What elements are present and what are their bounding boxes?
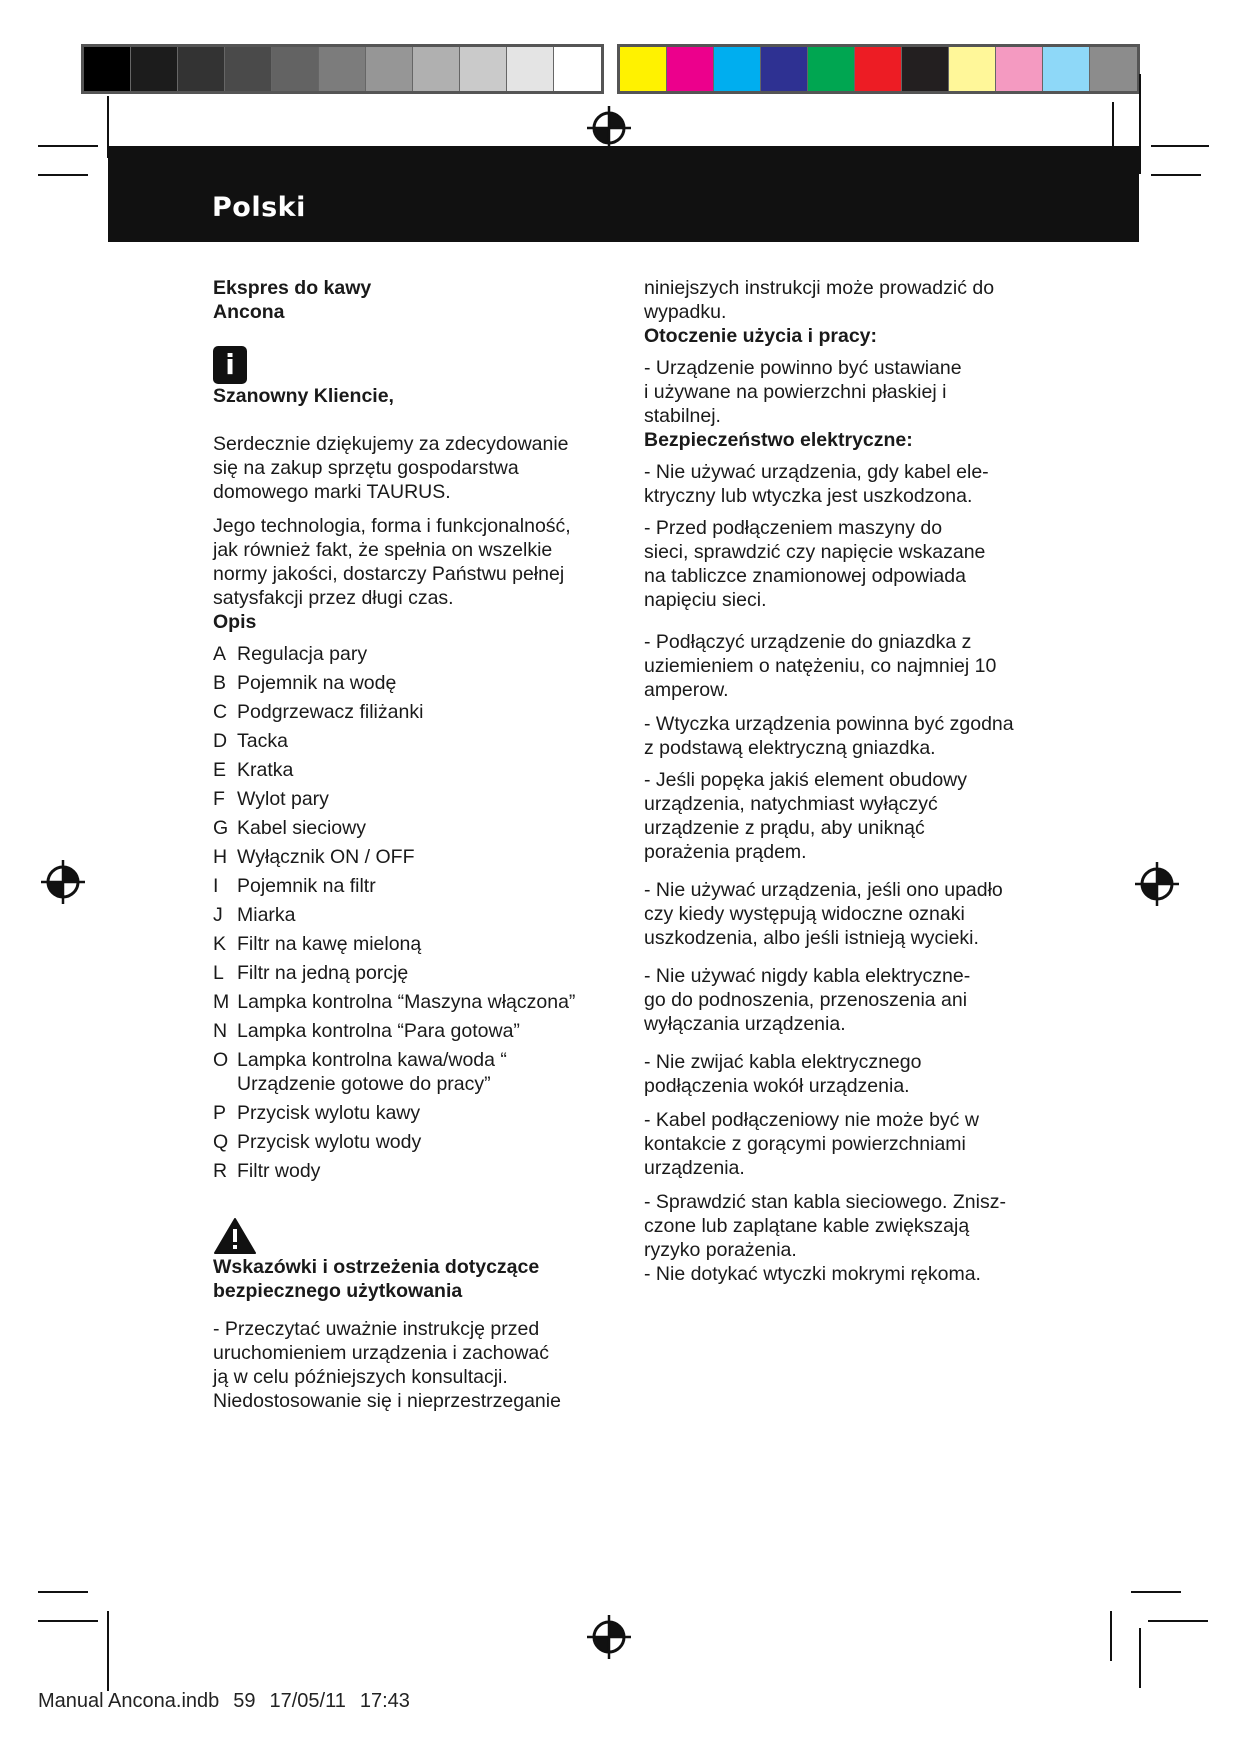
part-label: Przycisk wylotu kawy (237, 1102, 421, 1124)
color-swatch (84, 47, 131, 91)
text-line: - Nie używać nigdy kabla elektryczne- (644, 965, 971, 987)
part-code: M (213, 991, 230, 1013)
part-code: B (213, 672, 227, 694)
part-item (213, 845, 603, 869)
info-icon (213, 346, 247, 384)
crop-mark (1148, 1620, 1208, 1622)
color-swatch (131, 47, 178, 91)
part-item (213, 700, 603, 724)
text-line: - Wtyczka urządzenia powinna być zgodna (644, 713, 1014, 735)
color-swatch (667, 47, 714, 91)
part-label: Kratka (237, 759, 294, 781)
part-item (213, 671, 603, 695)
part-item (213, 1019, 603, 1043)
text-line: sieci, sprawdzić czy napięcie wskazane (644, 541, 986, 563)
electrical-item (644, 516, 1044, 612)
color-swatch (366, 47, 413, 91)
part-label: Lampka kontrolna “Para gotowa” (237, 1020, 520, 1042)
electrical-item (644, 1108, 1044, 1180)
text-line: napięciu sieci. (644, 589, 767, 611)
warning-icon (213, 1217, 257, 1255)
environment-paragraph (644, 356, 1044, 428)
print-slug-footer (38, 1690, 424, 1713)
part-label: Lampka kontrolna “Maszyna włączona” (237, 991, 576, 1013)
part-item (213, 1101, 603, 1125)
left-column (213, 276, 603, 1413)
part-code: G (213, 817, 229, 839)
part-label: Tacka (237, 730, 288, 752)
registration-mark-left (41, 860, 85, 904)
part-code: H (213, 846, 228, 868)
text-line: - Kabel podłączeniowy nie może być w (644, 1109, 979, 1131)
part-label: Podgrzewacz filiżanki (237, 701, 424, 723)
part-code: A (213, 643, 227, 665)
text-line: Niedostosowanie się i nieprzestrzeganie (213, 1390, 561, 1412)
text-line: - Podłączyć urządzenie do gniazdka z (644, 631, 972, 653)
crop-mark (1151, 145, 1209, 147)
language-header-bar (108, 146, 1139, 242)
product-name-line1: Ekspres do kawy (213, 277, 372, 299)
text-line: ryzyko porażenia. (644, 1239, 797, 1261)
electrical-safety-heading: Bezpieczeństwo elektryczne: (644, 429, 913, 451)
product-name-line2: Ancona (213, 301, 285, 323)
part-label: Pojemnik na wodę (237, 672, 397, 694)
crop-mark (1110, 1611, 1112, 1661)
language-title: Polski (212, 192, 306, 223)
part-item (213, 787, 603, 811)
text-line: - Sprawdzić stan kabla sieciowego. Znisz- (644, 1191, 1006, 1213)
parts-list (213, 642, 603, 1183)
text-line: ktryczny lub wtyczka jest uszkodzona. (644, 485, 973, 507)
color-swatch (225, 47, 272, 91)
footer-filename: Manual Ancona.indb (38, 1690, 220, 1712)
crop-mark (1139, 74, 1141, 174)
color-swatch (808, 47, 855, 91)
electrical-item: - Nie dotykać wtyczki mokrymi rękoma. (644, 1263, 981, 1285)
part-label: Regulacja pary (237, 643, 368, 665)
color-swatch (855, 47, 902, 91)
part-label: Lampka kontrolna kawa/woda “ Urządzenie gotowe do pracy” (237, 1049, 507, 1095)
text-line: kontakcie z gorącymi powierzchniami (644, 1133, 966, 1155)
part-label: Wyłącznik ON / OFF (237, 846, 415, 868)
color-swatch (949, 47, 996, 91)
text-line: uziemieniem o natężeniu, co najmniej 10 (644, 655, 997, 677)
text-line: z podstawą elektryczną gniazdka. (644, 737, 936, 759)
part-code: R (213, 1160, 228, 1182)
part-item (213, 903, 603, 927)
safety-heading-line1: Wskazówki i ostrzeżenia dotyczące (213, 1256, 540, 1278)
registration-mark-bottom (587, 1615, 631, 1659)
greeting: Szanowny Kliencie, (213, 385, 394, 407)
footer-date: 17/05/11 (269, 1690, 346, 1712)
electrical-item (644, 878, 1044, 950)
part-item (213, 758, 603, 782)
part-code: P (213, 1102, 227, 1124)
text-line: Serdecznie dziękujemy za zdecydowanie (213, 433, 569, 455)
text-line: czone lub zaplątane kable zwiększają (644, 1215, 970, 1237)
part-label: Miarka (237, 904, 296, 926)
color-swatch (319, 47, 366, 91)
text-line: urządzenie z prądu, aby uniknąć (644, 817, 925, 839)
part-label: Filtr na jedną porcję (237, 962, 409, 984)
part-code: O (213, 1049, 229, 1071)
text-line: - Jeśli popęka jakiś element obudowy (644, 769, 968, 791)
crop-mark (38, 1620, 98, 1622)
part-item (213, 1159, 603, 1183)
text-line: uruchomieniem urządzenia i zachować (213, 1342, 550, 1364)
text-line: podłączenia wokół urządzenia. (644, 1075, 910, 1097)
environment-heading: Otoczenie użycia i pracy: (644, 325, 878, 347)
text-line: urządzenia, natychmiast wyłączyć (644, 793, 938, 815)
continued-text-line: wypadku. (644, 301, 727, 323)
color-calibration-strip (617, 44, 1140, 94)
text-line: urządzenia. (644, 1157, 745, 1179)
text-line: wyłączania urządzenia. (644, 1013, 846, 1035)
part-label: Pojemnik na filtr (237, 875, 376, 897)
continued-text-line: niniejszych instrukcji może prowadzić do (644, 277, 995, 299)
text-line: normy jakości, dostarczy Państwu pełnej (213, 563, 565, 585)
part-item (213, 729, 603, 753)
text-line: satysfakcji przez długi czas. (213, 587, 454, 609)
part-item (213, 1130, 603, 1154)
electrical-item (644, 1190, 1044, 1262)
text-line: - Przed podłączeniem maszyny do (644, 517, 943, 539)
electrical-item (644, 712, 1044, 760)
part-label: Wylot pary (237, 788, 329, 810)
text-line: uszkodzenia, albo jeśli istnieją wycieki. (644, 927, 979, 949)
part-item (213, 990, 603, 1014)
right-column (644, 276, 1044, 1286)
text-line: domowego marki TAURUS. (213, 481, 451, 503)
color-swatch (178, 47, 225, 91)
part-label: Kabel sieciowy (237, 817, 366, 839)
part-code: K (213, 933, 227, 955)
color-swatch (1090, 47, 1137, 91)
color-swatch (996, 47, 1043, 91)
text-line: amperow. (644, 679, 729, 701)
part-code: F (213, 788, 225, 810)
part-code: J (213, 904, 223, 926)
safety-heading-line2: bezpiecznego użytkowania (213, 1280, 463, 1302)
part-label: Filtr wody (237, 1160, 321, 1182)
electrical-item (644, 964, 1044, 1036)
text-line: stabilnej. (644, 405, 721, 427)
text-line: porażenia prądem. (644, 841, 807, 863)
part-item (213, 642, 603, 666)
color-swatch (272, 47, 319, 91)
info-icon-glyph: i (225, 348, 235, 381)
color-swatch (902, 47, 949, 91)
part-item (213, 816, 603, 840)
part-code: E (213, 759, 227, 781)
text-line: - Urządzenie powinno być ustawiane (644, 357, 962, 379)
crop-mark (38, 145, 98, 147)
crop-mark (38, 174, 88, 176)
part-item (213, 1048, 603, 1096)
text-line: - Nie zwijać kabla elektrycznego (644, 1051, 922, 1073)
registration-mark-top (587, 106, 631, 150)
text-line: ją w celu późniejszych konsultacji. (213, 1366, 508, 1388)
color-swatch (507, 47, 554, 91)
text-line: czy kiedy występują widoczne oznaki (644, 903, 965, 925)
part-label: Filtr na kawę mieloną (237, 933, 422, 955)
part-code: L (213, 962, 224, 984)
electrical-item (644, 630, 1044, 702)
electrical-item (644, 1050, 1044, 1098)
color-swatch (761, 47, 808, 91)
color-swatch (460, 47, 507, 91)
crop-mark (1139, 1628, 1141, 1688)
safety-paragraph-1 (213, 1317, 603, 1413)
text-line: na tabliczce znamionowej odpowiada (644, 565, 966, 587)
crop-mark (1131, 1591, 1181, 1593)
footer-page: 59 (233, 1690, 256, 1712)
text-line: - Nie używać urządzenia, jeśli ono upadło (644, 879, 1003, 901)
part-code: D (213, 730, 228, 752)
text-line: - Nie używać urządzenia, gdy kabel ele- (644, 461, 989, 483)
text-line: go do podnoszenia, przenoszenia ani (644, 989, 968, 1011)
color-swatch (413, 47, 460, 91)
part-code: N (213, 1020, 228, 1042)
description-heading: Opis (213, 611, 257, 633)
color-swatch (1043, 47, 1090, 91)
crop-mark (38, 1591, 88, 1593)
part-item (213, 961, 603, 985)
part-item (213, 874, 603, 898)
text-line: i używane na powierzchni płaskiej i (644, 381, 947, 403)
color-swatch (554, 47, 601, 91)
text-line: Jego technologia, forma i funkcjonalność, (213, 515, 571, 537)
intro-paragraph-2 (213, 514, 603, 610)
registration-mark-right (1135, 862, 1179, 906)
part-code: Q (213, 1131, 229, 1153)
footer-time: 17:43 (359, 1690, 410, 1712)
text-line: - Przeczytać uważnie instrukcję przed (213, 1318, 540, 1340)
part-label: Przycisk wylotu wody (237, 1131, 422, 1153)
part-code: C (213, 701, 228, 723)
intro-paragraph-1 (213, 432, 603, 504)
color-swatch (620, 47, 667, 91)
text-line: się na zakup sprzętu gospodarstwa (213, 457, 519, 479)
crop-mark (107, 1611, 109, 1691)
grayscale-calibration-strip (81, 44, 604, 94)
electrical-item (644, 460, 1044, 508)
crop-mark (1151, 174, 1201, 176)
text-line: jak również fakt, że spełnia on wszelkie (213, 539, 553, 561)
electrical-item (644, 768, 1044, 864)
part-code: I (213, 875, 219, 897)
part-item (213, 932, 603, 956)
color-swatch (714, 47, 761, 91)
